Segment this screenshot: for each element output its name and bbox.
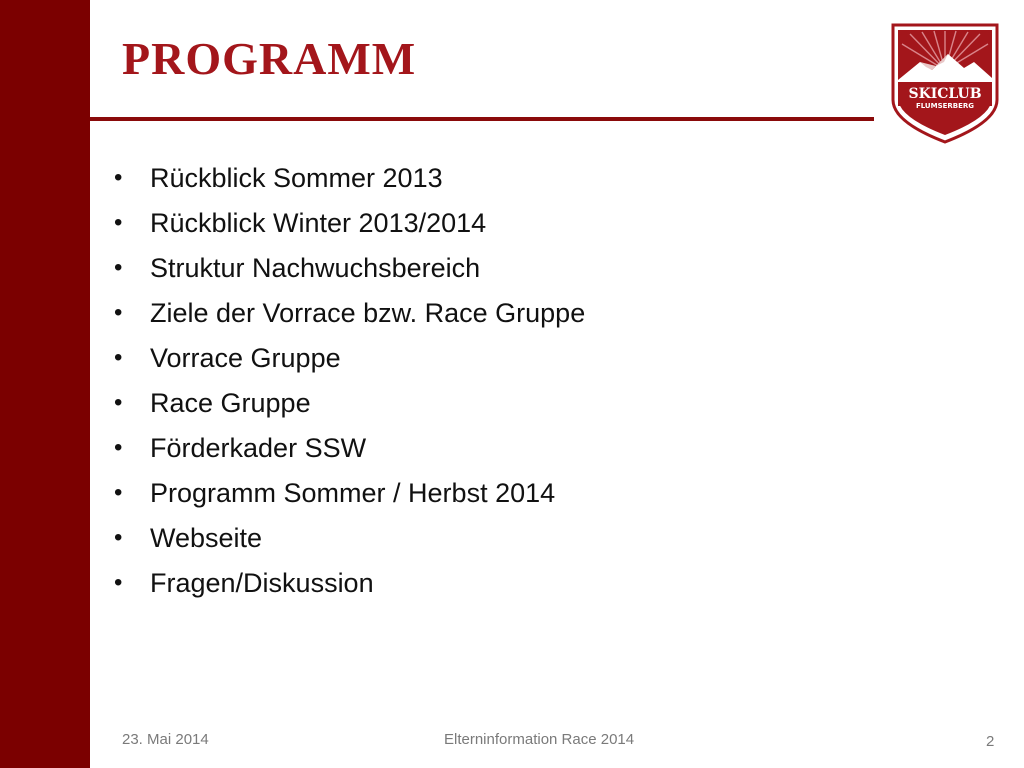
bullet-icon: • <box>114 254 123 281</box>
page-number: 2 <box>986 733 995 750</box>
agenda-item-text: Struktur Nachwuchsbereich <box>150 253 481 283</box>
agenda-item-text: Rückblick Winter 2013/2014 <box>150 208 487 238</box>
agenda-item-text: Vorrace Gruppe <box>150 343 341 373</box>
agenda-item <box>114 473 585 518</box>
agenda-item <box>114 338 585 383</box>
agenda-item <box>114 383 585 428</box>
agenda-item-text: Webseite <box>150 523 263 553</box>
agenda-item-text: Förderkader SSW <box>150 433 367 463</box>
logo-text-line2: FLUMSERBERG <box>915 102 975 110</box>
bullet-icon: • <box>114 479 123 506</box>
bullet-icon: • <box>114 344 123 371</box>
agenda-item <box>114 428 585 473</box>
logo-text-line1: SKICLUB <box>908 86 982 102</box>
skiclub-logo-icon <box>890 22 1000 144</box>
agenda-item <box>114 563 585 608</box>
bullet-icon: • <box>114 569 123 596</box>
left-accent-bar <box>0 0 90 768</box>
title-underline <box>90 117 874 121</box>
agenda-item-text: Ziele der Vorrace bzw. Race Gruppe <box>150 298 586 328</box>
agenda-item-text: Fragen/Diskussion <box>150 568 374 598</box>
bullet-icon: • <box>114 524 123 551</box>
agenda-item <box>114 203 585 248</box>
agenda-item-text: Race Gruppe <box>150 388 311 418</box>
agenda-item-text: Rückblick Sommer 2013 <box>150 163 443 193</box>
bullet-icon: • <box>114 434 123 461</box>
agenda-item <box>114 293 585 338</box>
slide-title: PROGRAMM <box>122 33 417 84</box>
bullet-icon: • <box>114 164 123 191</box>
bullet-icon: • <box>114 389 123 416</box>
agenda-item <box>114 518 585 563</box>
agenda-item <box>114 248 585 293</box>
agenda-item-text: Programm Sommer / Herbst 2014 <box>150 478 556 508</box>
bullet-icon: • <box>114 299 123 326</box>
footer-title: Elterninformation Race 2014 <box>444 731 635 748</box>
agenda-list <box>114 158 585 608</box>
bullet-icon: • <box>114 209 123 236</box>
agenda-item <box>114 158 585 203</box>
footer-date: 23. Mai 2014 <box>122 731 209 748</box>
